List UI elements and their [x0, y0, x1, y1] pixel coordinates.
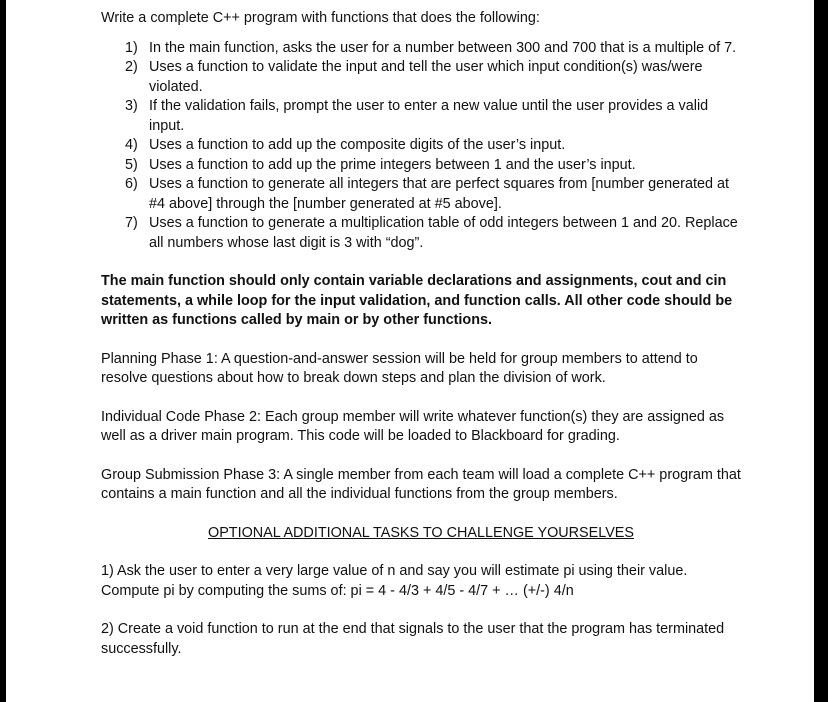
main-function-rule: The main function should only contain variable declarations and assignments, cout and cin statements, a while loop for the input validation, and function calls. All other code should be written as functions called by main or by other functions. — [101, 273, 733, 328]
task-text: Uses a function to add up the composite digits of the user’s input. — [149, 137, 566, 153]
task-text: Uses a function to generate all integers that are perfect squares from [number generated at #4 above] through the [number generated at #5 above]. — [149, 176, 729, 212]
task-text: If the validation fails, prompt the user to enter a new value until the user provides a valid input. — [149, 98, 709, 134]
optional-tasks-heading: OPTIONAL ADDITIONAL TASKS TO CHALLENGE YOURSELVES — [208, 524, 634, 541]
task-number: 2) — [125, 59, 138, 75]
task-item — [101, 39, 741, 59]
optional-task-2: 2) Create a void function to run at the end that signals to the user that the program has terminated successfully. — [101, 621, 725, 657]
task-number: 7) — [125, 215, 138, 231]
optional-task-1: 1) Ask the user to enter a very large value of n and say you will estimate pi using their value. Compute pi by computing the sums of: pi = 4 - 4/3 + 4/5 - 4/7 + … (+/-) 4/n — [101, 563, 688, 599]
group-submission-phase-3: Group Submission Phase 3: A single member from each team will load a complete C++ program that contains a main function and all the individual functions from the group members. — [101, 466, 741, 502]
task-item — [101, 214, 741, 253]
task-text: In the main function, asks the user for a number between 300 and 700 that is a multiple of 7. — [149, 39, 737, 56]
task-item — [101, 175, 741, 214]
task-number: 3) — [125, 98, 138, 114]
task-item — [101, 156, 741, 176]
task-number: 1) — [125, 39, 138, 56]
task-text: Uses a function to generate a multiplication table of odd integers between 1 and 20. Replace all numbers whose last digit is 3 with “dog”. — [149, 215, 738, 251]
document-content — [101, 9, 741, 659]
task-number: 6) — [125, 176, 138, 192]
task-text: Uses a function to add up the prime integers between 1 and the user’s input. — [149, 156, 636, 173]
task-item — [101, 58, 741, 97]
individual-code-phase-2: Individual Code Phase 2: Each group member will write whatever function(s) they are assigned as well as a driver main program. This code will be loaded to Blackboard for grading. — [101, 408, 725, 444]
task-item — [101, 136, 741, 156]
task-number: 5) — [125, 156, 138, 173]
planning-phase-1: Planning Phase 1: A question-and-answer session will be held for group members to attend to resolve questions about how to break down steps and plan the division of work. — [101, 350, 698, 386]
task-number: 4) — [125, 137, 138, 153]
intro-text: Write a complete C++ program with functions that does the following: — [101, 10, 540, 26]
document-page — [6, 0, 814, 702]
task-list — [101, 39, 741, 254]
task-text: Uses a function to validate the input and tell the user which input condition(s) was/were violated. — [149, 59, 703, 95]
task-item — [101, 97, 741, 136]
